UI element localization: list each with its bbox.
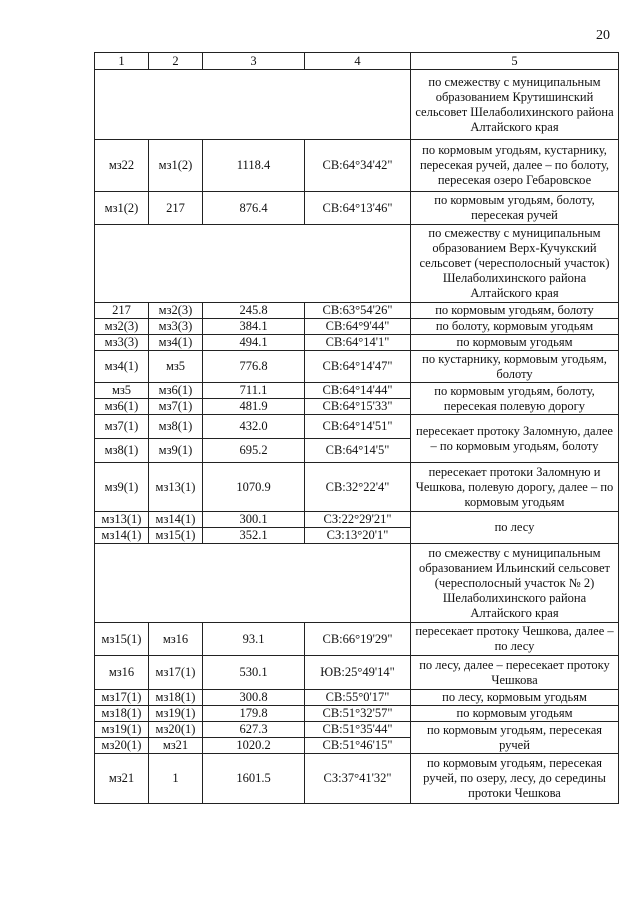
- point-from: мз19(1): [95, 722, 149, 738]
- point-from: мз9(1): [95, 463, 149, 512]
- empty-cell: [95, 544, 411, 623]
- table-row: [95, 623, 619, 656]
- segment-length: 876.4: [203, 192, 305, 225]
- segment-length: 711.1: [203, 383, 305, 399]
- boundary-description: по смежеству с муниципальным образованием Ильинский сельсовет (чересполосный участок № 2) Шелаболихинского района Алтайского края: [411, 544, 619, 623]
- point-to: 217: [149, 192, 203, 225]
- column-header: 3: [203, 53, 305, 70]
- segment-length: 627.3: [203, 722, 305, 738]
- segment-bearing: СВ:66°19'29": [305, 623, 411, 656]
- segment-description: пересекает протоки Заломную и Чешкова, полевую дорогу, далее – по кормовым угодьям: [411, 463, 619, 512]
- segment-bearing: СВ:51°32'57": [305, 706, 411, 722]
- point-to: мз4(1): [149, 335, 203, 351]
- point-from: мз13(1): [95, 512, 149, 528]
- table-row: [95, 303, 619, 319]
- point-to: мз8(1): [149, 415, 203, 439]
- segment-bearing: СЗ:22°29'21": [305, 512, 411, 528]
- point-from: мз2(3): [95, 319, 149, 335]
- point-from: мз5: [95, 383, 149, 399]
- segment-length: 494.1: [203, 335, 305, 351]
- table-row: [95, 319, 619, 335]
- segment-description: по кормовым угодьям: [411, 335, 619, 351]
- point-from: мз7(1): [95, 415, 149, 439]
- point-from: мз4(1): [95, 351, 149, 383]
- table-row: [95, 335, 619, 351]
- segment-description: по кормовым угодьям: [411, 706, 619, 722]
- segment-length: 245.8: [203, 303, 305, 319]
- table-row: [95, 192, 619, 225]
- point-to: мз21: [149, 738, 203, 754]
- header-row: [95, 53, 619, 70]
- segment-length: 93.1: [203, 623, 305, 656]
- segment-length: 1601.5: [203, 754, 305, 804]
- segment-bearing: СВ:64°15'33": [305, 399, 411, 415]
- segment-description: по лесу: [411, 512, 619, 544]
- point-to: мз7(1): [149, 399, 203, 415]
- segment-description: по лесу, далее – пересекает протоку Чешкова: [411, 656, 619, 690]
- segment-description: по кормовым угодьям, болоту, пересекая полевую дорогу: [411, 383, 619, 415]
- segment-bearing: СВ:64°14'51": [305, 415, 411, 439]
- table-row: [95, 656, 619, 690]
- point-to: мз6(1): [149, 383, 203, 399]
- table-row: [95, 140, 619, 192]
- boundary-description: по смежеству с муниципальным образованием Крутишинский сельсовет Шелаболихинского района Алтайского края: [411, 70, 619, 140]
- column-header: 2: [149, 53, 203, 70]
- table-row: [95, 415, 619, 439]
- segment-length: 530.1: [203, 656, 305, 690]
- point-from: мз15(1): [95, 623, 149, 656]
- point-to: мз2(3): [149, 303, 203, 319]
- empty-cell: [95, 225, 411, 303]
- point-to: мз18(1): [149, 690, 203, 706]
- point-from: мз21: [95, 754, 149, 804]
- page-number: 20: [596, 28, 610, 43]
- point-from: мз20(1): [95, 738, 149, 754]
- table-row: [95, 722, 619, 738]
- point-from: мз16: [95, 656, 149, 690]
- point-to: мз3(3): [149, 319, 203, 335]
- segment-description: по кормовым угодьям, болоту: [411, 303, 619, 319]
- point-to: мз1(2): [149, 140, 203, 192]
- segment-bearing: СВ:32°22'4": [305, 463, 411, 512]
- point-to: 1: [149, 754, 203, 804]
- point-to: мз9(1): [149, 439, 203, 463]
- point-from: мз17(1): [95, 690, 149, 706]
- point-to: мз20(1): [149, 722, 203, 738]
- segment-length: 179.8: [203, 706, 305, 722]
- point-from: мз14(1): [95, 528, 149, 544]
- column-header: 5: [411, 53, 619, 70]
- table-row: [95, 690, 619, 706]
- point-to: мз16: [149, 623, 203, 656]
- table-row: [95, 754, 619, 804]
- segment-bearing: СВ:55°0'17": [305, 690, 411, 706]
- point-from: мз1(2): [95, 192, 149, 225]
- column-header: 1: [95, 53, 149, 70]
- empty-cell: [95, 70, 411, 140]
- boundary-row: [95, 225, 619, 303]
- segment-bearing: СВ:64°14'47": [305, 351, 411, 383]
- segment-length: 1070.9: [203, 463, 305, 512]
- segment-length: 432.0: [203, 415, 305, 439]
- table-row: [95, 463, 619, 512]
- segment-bearing: СВ:64°14'44": [305, 383, 411, 399]
- point-from: мз22: [95, 140, 149, 192]
- boundary-row: [95, 544, 619, 623]
- point-to: мз5: [149, 351, 203, 383]
- segment-bearing: СВ:64°14'5": [305, 439, 411, 463]
- segment-description: по кормовым угодьям, кустарнику, пересекая ручей, далее – по болоту, пересекая озеро Гебаровское: [411, 140, 619, 192]
- segment-description: по кормовым угодьям, болоту, пересекая ручей: [411, 192, 619, 225]
- point-to: мз19(1): [149, 706, 203, 722]
- segment-length: 300.8: [203, 690, 305, 706]
- point-to: мз17(1): [149, 656, 203, 690]
- segment-description: по кормовым угодьям, пересекая ручей, по озеру, лесу, до середины протоки Чешкова: [411, 754, 619, 804]
- segment-description: по кормовым угодьям, пересекая ручей: [411, 722, 619, 754]
- point-from: мз6(1): [95, 399, 149, 415]
- table-row: [95, 512, 619, 528]
- segment-bearing: СВ:64°13'46": [305, 192, 411, 225]
- segment-description: по болоту, кормовым угодьям: [411, 319, 619, 335]
- column-header: 4: [305, 53, 411, 70]
- segment-bearing: ЮВ:25°49'14": [305, 656, 411, 690]
- boundary-row: [95, 70, 619, 140]
- segment-bearing: СВ:63°54'26": [305, 303, 411, 319]
- segment-bearing: СЗ:37°41'32": [305, 754, 411, 804]
- segment-length: 352.1: [203, 528, 305, 544]
- segment-description: по лесу, кормовым угодьям: [411, 690, 619, 706]
- segment-bearing: СВ:51°35'44": [305, 722, 411, 738]
- segment-length: 1118.4: [203, 140, 305, 192]
- point-from: 217: [95, 303, 149, 319]
- boundary-description: по смежеству с муниципальным образованием Верх-Кучукский сельсовет (чересполосный участок) Шелаболихинского района Алтайского края: [411, 225, 619, 303]
- segment-length: 695.2: [203, 439, 305, 463]
- segment-length: 1020.2: [203, 738, 305, 754]
- table-row: [95, 706, 619, 722]
- point-from: мз8(1): [95, 439, 149, 463]
- segment-bearing: СВ:64°9'44": [305, 319, 411, 335]
- table-row: [95, 383, 619, 399]
- point-to: мз13(1): [149, 463, 203, 512]
- segment-length: 384.1: [203, 319, 305, 335]
- segment-description: по кустарнику, кормовым угодьям, болоту: [411, 351, 619, 383]
- segment-description: пересекает протоку Чешкова, далее – по лесу: [411, 623, 619, 656]
- point-from: мз18(1): [95, 706, 149, 722]
- point-to: мз14(1): [149, 512, 203, 528]
- boundary-table: [94, 52, 619, 804]
- segment-bearing: СВ:64°34'42": [305, 140, 411, 192]
- segment-bearing: СЗ:13°20'1": [305, 528, 411, 544]
- table-row: [95, 351, 619, 383]
- segment-length: 776.8: [203, 351, 305, 383]
- point-from: мз3(3): [95, 335, 149, 351]
- segment-bearing: СВ:64°14'1": [305, 335, 411, 351]
- point-to: мз15(1): [149, 528, 203, 544]
- segment-length: 481.9: [203, 399, 305, 415]
- segment-bearing: СВ:51°46'15": [305, 738, 411, 754]
- segment-description: пересекает протоку Заломную, далее – по кормовым угодьям, болоту: [411, 415, 619, 463]
- segment-length: 300.1: [203, 512, 305, 528]
